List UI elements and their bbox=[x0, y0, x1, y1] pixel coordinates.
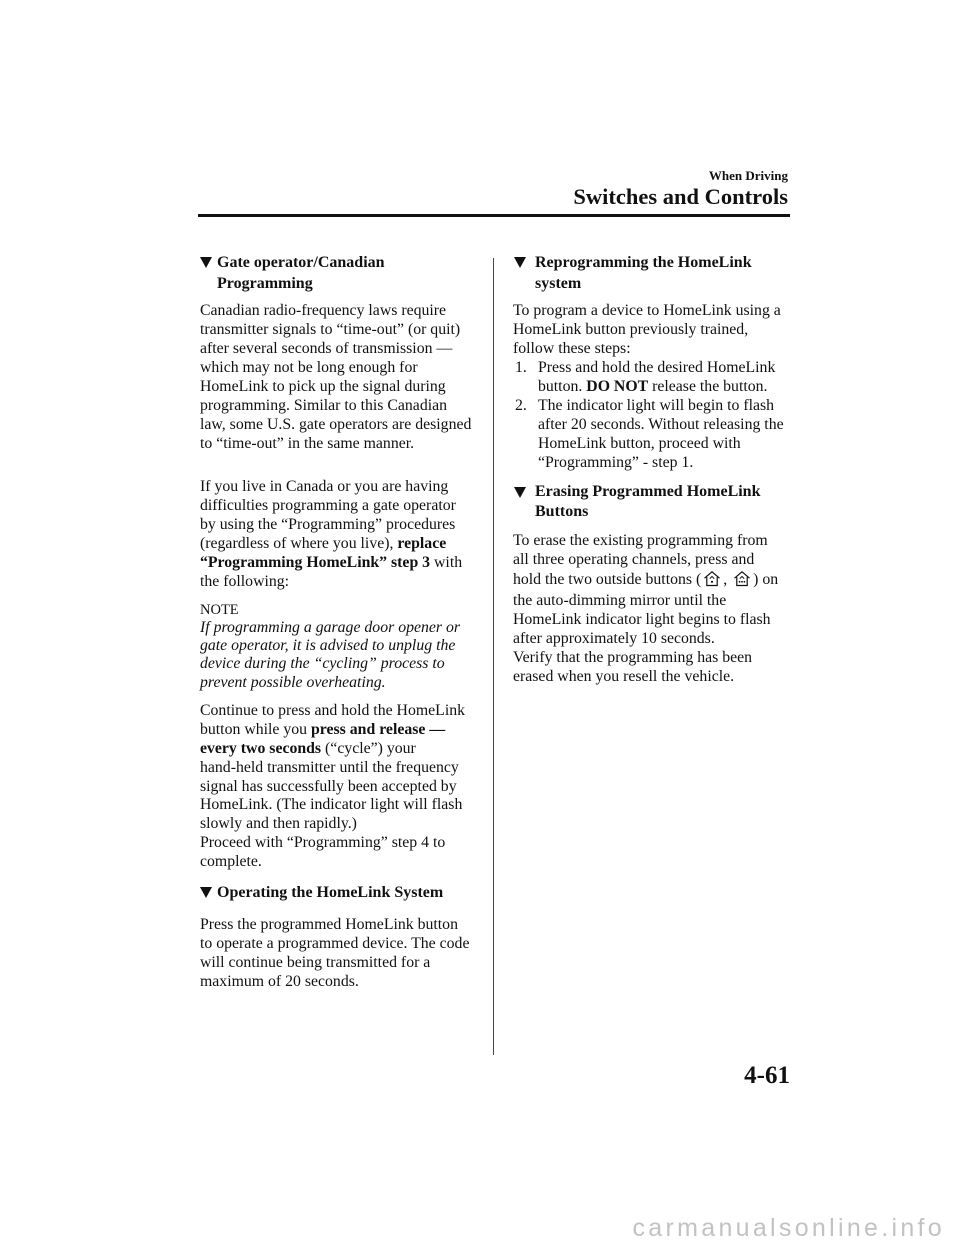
paragraph-line: hand-held transmitter until the frequency bbox=[200, 758, 459, 776]
paragraph-line: signal has successfully been accepted by bbox=[200, 777, 457, 795]
gate-operator-heading bbox=[200, 252, 385, 294]
emphasis-run: replace bbox=[397, 535, 447, 552]
section-title: Switches and Controls bbox=[573, 184, 788, 209]
step-line: HomeLink button, proceed with bbox=[538, 435, 741, 452]
paragraph-line bbox=[200, 534, 462, 553]
paragraph-line: follow these steps: bbox=[513, 340, 631, 357]
text-run: release the button. bbox=[648, 378, 768, 395]
step-line: “Programming” - step 1. bbox=[538, 454, 694, 471]
homelink-left-button-icon bbox=[703, 570, 721, 587]
note-label: NOTE bbox=[200, 602, 239, 618]
heading-line: Programming bbox=[217, 275, 313, 292]
section-marker-icon bbox=[514, 257, 526, 268]
emphasis-run: DO NOT bbox=[586, 378, 649, 395]
text-run: ) on bbox=[753, 571, 779, 588]
page-number: 4-61 bbox=[744, 1062, 790, 1089]
operating-paragraph bbox=[200, 915, 469, 991]
paragraph-line: Press the programmed HomeLink button bbox=[200, 916, 458, 933]
step-item bbox=[513, 358, 784, 396]
paragraph-line bbox=[200, 740, 465, 759]
paragraph-line: Verify that the programming has been bbox=[513, 649, 753, 666]
heading-line: Operating the HomeLink System bbox=[217, 884, 444, 901]
paragraph-line: maximum of 20 seconds. bbox=[200, 973, 359, 990]
paragraph-line: law, some U.S. gate operators are designed bbox=[200, 416, 472, 433]
reprogramming-intro bbox=[513, 301, 781, 358]
paragraph-line: after several seconds of transmission ― bbox=[200, 340, 453, 357]
section-marker-icon bbox=[200, 257, 212, 268]
paragraph-line: the following: bbox=[200, 573, 290, 590]
step-line: after 20 seconds. Without releasing the bbox=[538, 416, 784, 433]
paragraph-line: which may not be long enough for bbox=[200, 359, 418, 376]
section-marker-icon bbox=[200, 887, 212, 898]
paragraph-line: Proceed with “Programming” step 4 to bbox=[200, 834, 446, 852]
reprogramming-steps bbox=[513, 358, 784, 472]
step-line bbox=[538, 377, 784, 396]
paragraph-line bbox=[200, 553, 462, 572]
text-run: with bbox=[430, 554, 463, 571]
erasing-heading bbox=[513, 482, 760, 522]
paragraph-line: Canadian radio-frequency laws require bbox=[200, 302, 447, 319]
gate-paragraph-3 bbox=[200, 702, 465, 872]
paragraph-line: HomeLink indicator light begins to flash bbox=[513, 611, 771, 628]
gate-paragraph-2 bbox=[200, 477, 462, 591]
paragraph-line: slowly and then rapidly.) bbox=[200, 815, 357, 833]
header-rule bbox=[198, 214, 790, 217]
paragraph-line: erased when you resell the vehicle. bbox=[513, 668, 735, 685]
paragraph-line: after approximately 10 seconds. bbox=[513, 630, 715, 647]
step-number: 1. bbox=[515, 359, 527, 376]
heading-line: Erasing Programmed HomeLink bbox=[535, 483, 761, 500]
emphasis-run: press and release ― bbox=[311, 720, 446, 738]
heading-line: Buttons bbox=[535, 503, 589, 520]
paragraph-line: all three operating channels, press and bbox=[513, 551, 755, 568]
gate-paragraph-1 bbox=[200, 301, 471, 453]
paragraph-line: transmitter signals to “time-out” (or quit) bbox=[200, 321, 461, 338]
text-run: (“cycle”) your bbox=[321, 739, 416, 757]
paragraph-line: the auto-dimming mirror until the bbox=[513, 592, 727, 609]
note-body bbox=[200, 619, 460, 693]
text-run: (regardless of where you live), bbox=[200, 535, 398, 552]
section-marker-icon bbox=[514, 487, 526, 498]
text-run: , bbox=[723, 571, 732, 588]
paragraph-line bbox=[200, 721, 465, 740]
step-number: 2. bbox=[515, 397, 527, 414]
text-run: button. bbox=[538, 378, 587, 395]
paragraph-line: HomeLink. (The indicator light will flash bbox=[200, 796, 463, 814]
step-item bbox=[513, 396, 784, 472]
watermark: carmanualsonline.info bbox=[632, 1214, 945, 1242]
paragraph-line: will continue being transmitted for a bbox=[200, 954, 431, 971]
heading-line: Reprogramming the HomeLink bbox=[535, 254, 752, 271]
paragraph-line bbox=[513, 569, 778, 591]
paragraph-line: If you live in Canada or you are having bbox=[200, 478, 449, 495]
text-run: button while you bbox=[200, 720, 312, 738]
paragraph-line: To program a device to HomeLink using a bbox=[513, 302, 781, 319]
paragraph-line: complete. bbox=[200, 853, 262, 871]
text-run: hold the two outside buttons ( bbox=[513, 571, 702, 588]
operating-heading bbox=[200, 882, 443, 903]
paragraph-line: programming. Similar to this Canadian bbox=[200, 397, 448, 414]
paragraph-line: difficulties programming a gate operator bbox=[200, 497, 456, 514]
note-line: prevent possible overheating. bbox=[200, 673, 386, 691]
paragraph-line: to operate a programmed device. The code bbox=[200, 935, 470, 952]
step-line: Press and hold the desired HomeLink bbox=[538, 359, 776, 376]
paragraph-line: to “time-out” in the same manner. bbox=[200, 435, 415, 452]
step-line: The indicator light will begin to flash bbox=[538, 397, 775, 414]
chapter-label: When Driving bbox=[708, 168, 788, 183]
erasing-paragraph bbox=[513, 531, 778, 686]
paragraph-line: by using the “Programming” procedures bbox=[200, 516, 456, 533]
paragraph-line: To erase the existing programming from bbox=[513, 532, 768, 549]
note-line: gate operator, it is advised to unplug the bbox=[200, 636, 456, 654]
homelink-right-button-icon bbox=[733, 570, 751, 587]
emphasis-run: every two seconds bbox=[200, 739, 322, 757]
paragraph-line: HomeLink to pick up the signal during bbox=[200, 378, 446, 395]
paragraph-line: Continue to press and hold the HomeLink bbox=[200, 702, 465, 719]
heading-line: Gate operator/Canadian bbox=[217, 254, 385, 271]
heading-line: system bbox=[535, 275, 582, 292]
note-line: device during the “cycling” process to bbox=[200, 655, 445, 673]
reprogramming-heading bbox=[513, 252, 752, 294]
column-divider bbox=[493, 258, 494, 1055]
note-line: If programming a garage door opener or bbox=[200, 618, 461, 636]
emphasis-run: “Programming HomeLink” step 3 bbox=[200, 554, 431, 571]
paragraph-line: HomeLink button previously trained, bbox=[513, 321, 749, 338]
